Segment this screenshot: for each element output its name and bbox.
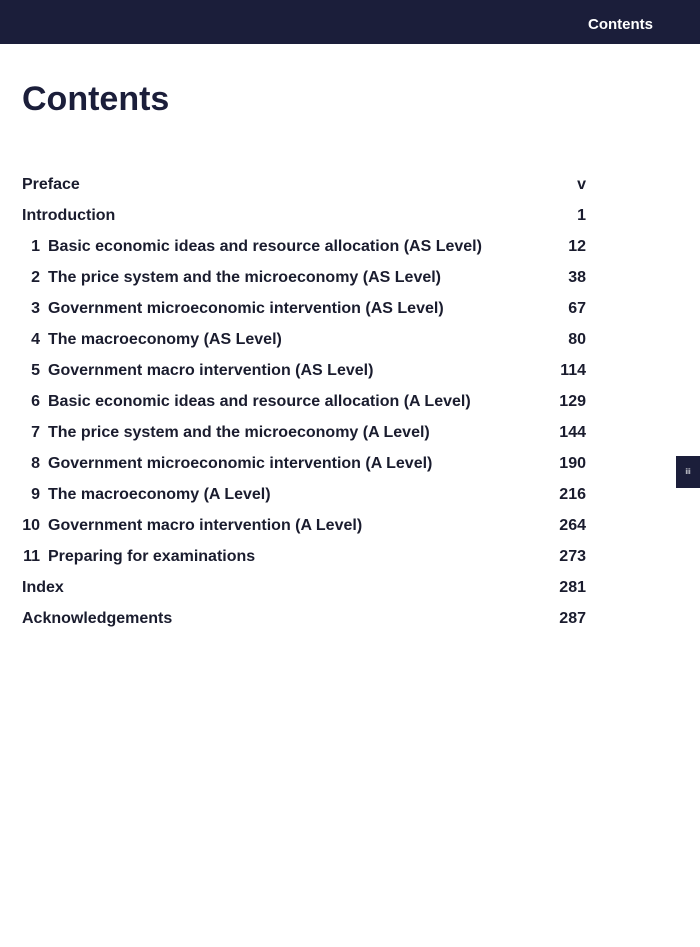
- toc-entry-title: Preparing for examinations: [48, 548, 256, 565]
- toc-entry-page: 264: [559, 517, 586, 534]
- toc-entry-number: 5: [31, 362, 40, 379]
- toc-entry-chapter-9[interactable]: [22, 482, 586, 513]
- toc-entry-title: The macroeconomy (AS Level): [48, 331, 282, 348]
- table-of-contents: [22, 172, 586, 637]
- toc-entry-title: Government macro intervention (AS Level): [48, 362, 374, 379]
- toc-entry-number: 6: [31, 393, 40, 410]
- toc-entry-chapter-7[interactable]: [22, 420, 586, 451]
- toc-entry-title: Acknowledgements: [22, 610, 173, 627]
- toc-entry-page: v: [577, 176, 586, 193]
- toc-entry-page: 129: [559, 393, 586, 410]
- toc-entry-title: Index: [22, 579, 64, 596]
- toc-entry-title: Basic economic ideas and resource allocation (A Level): [48, 393, 471, 410]
- toc-entry-page: 190: [559, 455, 586, 472]
- toc-entry-title: Basic economic ideas and resource allocation (AS Level): [48, 238, 482, 255]
- toc-entry-number: 2: [31, 269, 40, 286]
- toc-entry-number: 8: [31, 455, 40, 472]
- toc-entry-chapter-8[interactable]: [22, 451, 586, 482]
- toc-entry-number: 4: [31, 331, 40, 348]
- toc-entry-page: 67: [568, 300, 586, 317]
- toc-entry-chapter-3[interactable]: [22, 296, 586, 327]
- toc-entry-number: 3: [31, 300, 40, 317]
- toc-entry-acknowledgements[interactable]: [22, 606, 586, 637]
- toc-entry-introduction[interactable]: [22, 203, 586, 234]
- toc-entry-number: 7: [31, 424, 40, 441]
- toc-entry-number: 11: [23, 548, 40, 565]
- toc-entry-title: Government microeconomic intervention (A Level): [48, 455, 433, 472]
- toc-entry-title: Preface: [22, 176, 80, 193]
- toc-entry-page: 281: [559, 579, 586, 596]
- toc-entry-number: 9: [31, 486, 40, 503]
- header-section-label: Contents: [588, 16, 653, 33]
- toc-entry-chapter-10[interactable]: [22, 513, 586, 544]
- toc-entry-title: The macroeconomy (A Level): [48, 486, 271, 503]
- toc-entry-chapter-11[interactable]: [22, 544, 586, 575]
- page-title: Contents: [22, 80, 170, 118]
- toc-entry-page: 12: [568, 238, 586, 255]
- page-number: iii: [685, 467, 691, 476]
- toc-entry-title: Introduction: [22, 207, 116, 224]
- toc-entry-number: 1: [31, 238, 40, 255]
- toc-entry-page: 80: [568, 331, 586, 348]
- toc-entry-index[interactable]: [22, 575, 586, 606]
- toc-entry-page: 38: [568, 269, 586, 286]
- toc-entry-page: 1: [577, 207, 586, 224]
- toc-entry-page: 144: [559, 424, 586, 441]
- toc-entry-page: 114: [560, 362, 586, 379]
- toc-entry-page: 287: [559, 610, 586, 627]
- page-number-tab: [676, 456, 700, 488]
- toc-entry-title: The price system and the microeconomy (AS Level): [48, 269, 442, 286]
- toc-entry-page: 216: [559, 486, 586, 503]
- toc-entry-chapter-1[interactable]: [22, 234, 586, 265]
- toc-entry-title: Government microeconomic intervention (AS Level): [48, 300, 444, 317]
- toc-entry-preface[interactable]: [22, 172, 586, 203]
- toc-entry-chapter-5[interactable]: [22, 358, 586, 389]
- toc-entry-chapter-6[interactable]: [22, 389, 586, 420]
- toc-entry-number: 10: [22, 517, 40, 534]
- toc-entry-chapter-4[interactable]: [22, 327, 586, 358]
- header-bar: [0, 0, 700, 44]
- toc-entry-page: 273: [559, 548, 586, 565]
- toc-entry-title: The price system and the microeconomy (A Level): [48, 424, 430, 441]
- toc-entry-title: Government macro intervention (A Level): [48, 517, 363, 534]
- toc-entry-chapter-2[interactable]: [22, 265, 586, 296]
